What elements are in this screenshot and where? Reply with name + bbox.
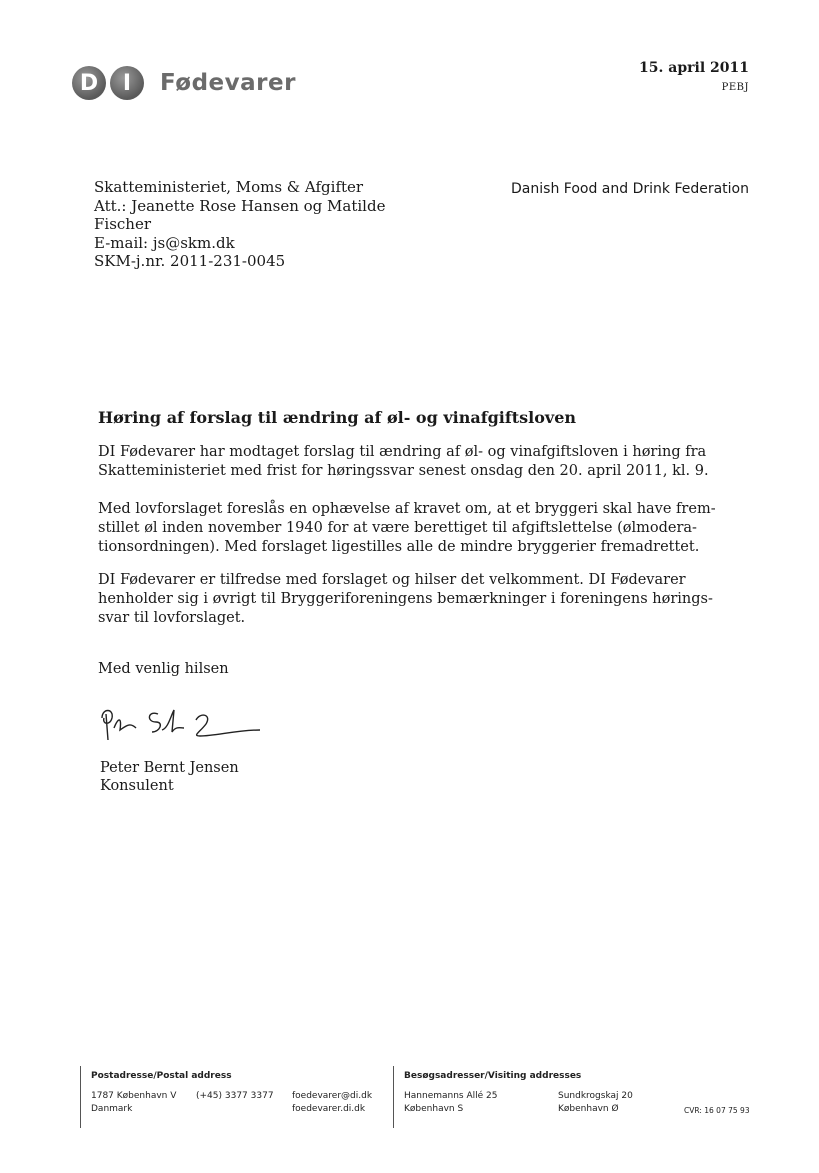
sender-initials: PEBJ — [721, 82, 749, 93]
paragraph-line: DI Fødevarer har modtaget forslag til ændring af øl- og vinafgiftsloven i høring fra — [98, 444, 707, 460]
visit-address-2-street: Sundkrogskaj 20 — [558, 1091, 633, 1101]
website: foedevarer.di.dk — [292, 1104, 366, 1114]
paragraph-line: stillet øl inden november 1940 for at være berettiget til afgiftslettelse (ølmodera- — [98, 520, 697, 536]
recipient-line: Att.: Jeanette Rose Hansen og Matilde — [94, 196, 386, 215]
visiting-address-heading: Besøgsadresser/Visiting addresses — [404, 1071, 582, 1081]
footer-divider — [80, 1066, 81, 1128]
footer-divider — [393, 1066, 394, 1128]
paragraph-line: henholder sig i øvrigt til Bryggeriforeningens bemærkninger i foreningens hørings- — [98, 591, 713, 607]
paragraph-line: Skatteministeriet med frist for høringssvar senest onsdag den 20. april 2011, kl. 9. — [98, 463, 709, 479]
visit-address-1-city: København S — [404, 1104, 464, 1114]
cvr-number: CVR: 16 07 75 93 — [684, 1106, 750, 1115]
paragraph-line: tionsordningen). Med forslaget ligestilles alle de mindre bryggerier fremadrettet. — [98, 539, 700, 555]
email-address: foedevarer@di.dk — [292, 1091, 373, 1101]
organization-name: Danish Food and Drink Federation — [511, 181, 749, 197]
postal-country: Danmark — [91, 1104, 133, 1114]
recipient-line: E-mail: js@skm.dk — [94, 233, 235, 252]
letter-date: 15. april 2011 — [639, 60, 749, 76]
visit-address-1-street: Hannemanns Allé 25 — [404, 1091, 498, 1101]
body-paragraph-1 — [98, 443, 709, 481]
letter-subject: Høring af forslag til ændring af øl- og vinafgiftsloven — [98, 408, 577, 427]
recipient-address — [94, 178, 385, 271]
handwritten-signature — [96, 700, 266, 750]
body-paragraph-2 — [98, 500, 716, 557]
letter-footer — [80, 1066, 770, 1131]
paragraph-line: Med lovforslaget foreslås en ophævelse af kravet om, at et bryggeri skal have frem- — [98, 501, 716, 517]
paragraph-line: DI Fødevarer er tilfredse med forslaget og hilser det velkomment. DI Fødevarer — [98, 572, 686, 588]
body-paragraph-3 — [98, 571, 713, 628]
recipient-line: Fischer — [94, 215, 152, 233]
signer-block — [100, 759, 239, 795]
logo-circle-d: D — [72, 66, 106, 100]
signer-name: Peter Bernt Jensen — [100, 760, 239, 776]
visit-address-2-city: København Ø — [558, 1104, 619, 1114]
brand-name: Fødevarer — [160, 70, 296, 96]
closing-greeting: Med venlig hilsen — [98, 661, 229, 677]
postal-city: 1787 København V — [91, 1091, 177, 1101]
recipient-line: Skatteministeriet, Moms & Afgifter — [94, 178, 364, 196]
logo-circle-i: I — [110, 66, 144, 100]
phone-number: (+45) 3377 3377 — [196, 1091, 274, 1101]
paragraph-line: svar til lovforslaget. — [98, 610, 246, 626]
recipient-line: SKM-j.nr. 2011-231-0045 — [94, 252, 286, 270]
di-logo — [72, 63, 296, 103]
signer-title: Konsulent — [100, 778, 174, 794]
postal-address-heading: Postadresse/Postal address — [91, 1071, 232, 1081]
